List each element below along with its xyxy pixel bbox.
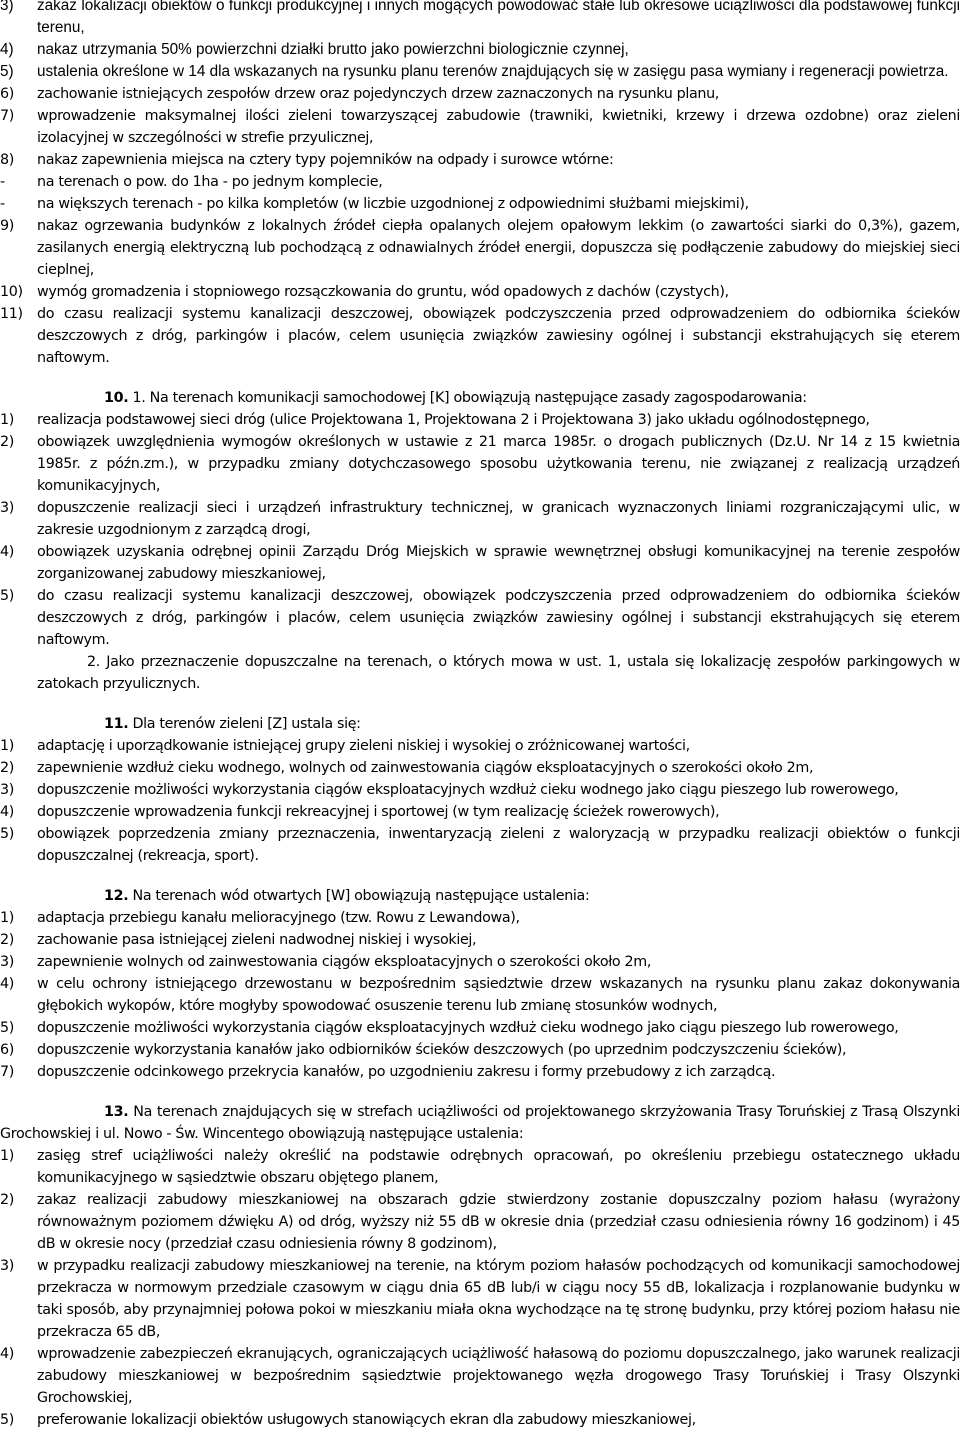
section-number: 13. <box>104 1104 129 1120</box>
item-number: 2) <box>0 1192 14 1208</box>
item-text: adaptacja przebiegu kanału melioracyjnego (tzw. Rowu z Lewandowa), <box>37 910 520 926</box>
item-text: dopuszczenie wprowadzenia funkcji rekreacyjnej i sportowej (w tym realizację ścieżek rowerowych), <box>37 804 720 820</box>
item-number: 4) <box>0 1346 14 1362</box>
item-number: 9) <box>0 218 14 234</box>
list-item <box>0 757 960 779</box>
list-item <box>0 0 960 39</box>
item-text: zachowanie istniejących zespołów drzew oraz pojedynczych drzew zaznaczonych na rysunku planu, <box>37 86 719 102</box>
item-text: do czasu realizacji systemu kanalizacji deszczowej, obowiązek podczyszczenia przed odprowadzeniem do odbiornika ścieków deszczowych z dróg, parkingów i placów, celem usunięcia związków zawiesiny ogólnej i substancji ekstrahujących się eterem naftowym. <box>37 588 960 648</box>
item-text: zapewnienie wolnych od zainwestowania ciągów eksploatacyjnych o szerokości około 2m, <box>37 954 652 970</box>
item-text: na terenach o pow. do 1ha - po jednym komplecie, <box>37 174 383 190</box>
list-item <box>0 193 960 215</box>
list-item <box>0 497 960 541</box>
section-heading-text: Na terenach wód otwartych [W] obowiązują następujące ustalenia: <box>132 888 590 904</box>
item-number: - <box>0 196 5 212</box>
item-text: dopuszczenie odcinkowego przekrycia kanałów, po uzgodnieniu zakresu i formy przebudowy z ich zarządcą. <box>37 1064 776 1080</box>
list-item <box>0 735 960 757</box>
item-number: 5) <box>0 63 14 80</box>
list-item <box>0 1145 960 1189</box>
item-number: - <box>0 174 5 190</box>
list-item <box>0 1039 960 1061</box>
item-number: 5) <box>0 1020 14 1036</box>
item-text: wprowadzenie zabezpieczeń ekranujących, ograniczających uciążliwość hałasową do poziomu dopuszczalnego, jako warunek realizacji zabudowy mieszkaniowej w bezpośrednim sąsiedztwie projektowanego węzła drogowego Trasy Toruńskiej i Trasy Olszynki Grochowskiej, <box>37 1346 960 1406</box>
item-text: obowiązek uzyskania odrębnej opinii Zarządu Dróg Miejskich w sprawie wewnętrznej obsługi komunikacyjnej na terenie zespołów zorganizowanej zabudowy mieszkaniowej, <box>37 544 960 582</box>
list-item <box>0 409 960 431</box>
item-text: nakaz ogrzewania budynków z lokalnych źródeł ciepła opalanych olejem opałowym lekkim (o zawartości siarki do 0,3%), gazem, zasilanych energią elektryczną lub pochodzącą z odnawialnych źródeł energii, dopuszcza się podłączenie zabudowy do miejskiej sieci cieplnej, <box>37 218 960 278</box>
list-item <box>0 149 960 171</box>
section-number: 10. <box>104 390 129 406</box>
section-10 <box>0 387 960 695</box>
item-number: 6) <box>0 1042 14 1058</box>
list-item <box>0 83 960 105</box>
item-text: ustalenia określone w 14 dla wskazanych na rysunku planu terenów znajdujących się w zasięgu pasa wymiany i regeneracji powietrza. <box>37 63 949 80</box>
list-item <box>0 907 960 929</box>
item-number: 4) <box>0 41 14 58</box>
point-2-paragraph: 2. Jako przeznaczenie dopuszczalne na terenach, o których mowa w ust. 1, ustala się lokalizację zespołów parkingowych w zatokach przyulicznych. <box>37 654 960 692</box>
item-number: 10) <box>0 284 23 300</box>
list-item <box>0 431 960 497</box>
item-text: zachowanie pasa istniejącej zieleni nadwodnej niskiej i wysokiej, <box>37 932 477 948</box>
item-number: 5) <box>0 588 14 604</box>
list-item <box>0 585 960 651</box>
item-number: 1) <box>0 1148 14 1164</box>
list-item <box>0 973 960 1017</box>
list-item <box>0 1017 960 1039</box>
section-number: 12. <box>104 888 129 904</box>
item-text: realizacja podstawowej sieci dróg (ulice Projektowana 1, Projektowana 2 i Projektowana 3) jako układu ogólnodostępnego, <box>37 412 870 428</box>
list-item <box>0 303 960 369</box>
item-text: dopuszczenie wykorzystania kanałów jako odbiorników ścieków deszczowych (po uprzednim podczyszczeniu ścieków), <box>37 1042 847 1058</box>
list-item <box>0 61 960 83</box>
section-13 <box>0 1101 960 1431</box>
item-number: 7) <box>0 108 14 124</box>
item-number: 6) <box>0 86 14 102</box>
item-text: zasięg stref uciążliwości należy określić na podstawie odrębnych opracowań, po określeniu przebiegu ostatecznego układu komunikacyjnego w sąsiedztwie obszaru objętego planem, <box>37 1148 960 1186</box>
item-number: 2) <box>0 434 14 450</box>
list-item <box>0 1255 960 1343</box>
item-number: 4) <box>0 804 14 820</box>
list-item <box>0 281 960 303</box>
section-number: 11. <box>104 716 129 732</box>
item-text: dopuszczenie realizacji sieci i urządzeń infrastruktury technicznej, w granicach wyznaczonych liniami rozgraniczającymi ulic, w zakresie uzgodnionym z zarządcą drogi, <box>37 500 960 538</box>
item-text: zakaz realizacji zabudowy mieszkaniowej na obszarach gdzie stwierdzony zostanie dopuszczalny poziom hałasu (wyrażony równoważnym poziomem dźwięku A) od dróg, wyższy niż 55 dB w okresie dnia (przedział czasu odniesienia równy 16 godzinom) i 45 dB w okresie nocy (przedział czasu odniesienia równy 8 godzinom), <box>37 1192 960 1252</box>
list-item <box>0 929 960 951</box>
list-item <box>0 105 960 149</box>
list-item <box>0 801 960 823</box>
item-number: 3) <box>0 1258 14 1274</box>
list-item <box>0 823 960 867</box>
item-number: 4) <box>0 976 14 992</box>
item-number: 3) <box>0 954 14 970</box>
item-number: 2) <box>0 760 14 776</box>
item-number: 1) <box>0 738 14 754</box>
list-item <box>0 541 960 585</box>
item-number: 1) <box>0 910 14 926</box>
item-text: dopuszczenie możliwości wykorzystania ciągów eksploatacyjnych wzdłuż cieku wodnego jako ciągu pieszego lub rowerowego, <box>37 782 899 798</box>
item-text: preferowanie lokalizacji obiektów usługowych stanowiących ekran dla zabudowy mieszkaniowej, <box>37 1412 696 1428</box>
section-heading <box>0 713 960 735</box>
item-text: wprowadzenie maksymalnej ilości zieleni towarzyszącej zabudowie (trawniki, kwietniki, krzewy i drzewa ozdobne) oraz zieleni izolacyjnej w szczególności w strefie przyulicznej, <box>37 108 960 146</box>
list-section-a <box>0 0 960 83</box>
item-text: w przypadku realizacji zabudowy mieszkaniowej na terenie, na którym poziom hałasów pochodzących od komunikacji samochodowej przekracza w normowym przedziale czasowym w ciągu dnia 65 dB lub/i w ciągu nocy 55 dB, lokalizacja i rozplanowanie budynku w taki sposób, aby przynajmniej połowa pokoi w mieszkaniu miała okna wychodzące na tę stronę budynku, przy której poziom hałasu nie przekracza 65 dB, <box>37 1258 960 1340</box>
item-number: 7) <box>0 1064 14 1080</box>
list-item <box>0 951 960 973</box>
item-number: 11) <box>0 306 23 322</box>
list-item <box>0 779 960 801</box>
subsection-number: 1. <box>132 390 146 406</box>
section-heading <box>0 885 960 907</box>
item-number: 1) <box>0 412 14 428</box>
item-number: 5) <box>0 1412 14 1428</box>
item-number: 8) <box>0 152 14 168</box>
item-text: zakaz lokalizacji obiektów o funkcji produkcyjnej i innych mogących powodować stałe lub okresowe uciążliwości dla podstawowej funkcji terenu, <box>37 0 960 36</box>
item-text: do czasu realizacji systemu kanalizacji deszczowej, obowiązek podczyszczenia przed odprowadzeniem do odbiornika ścieków deszczowych z dróg, parkingów i placów, celem usunięcia związków zawiesiny ogólnej i substancji ekstrahujących się eterem naftowym. <box>37 306 960 366</box>
item-number: 5) <box>0 826 14 842</box>
item-text: adaptację i uporządkowanie istniejącej grupy zieleni niskiej i wysokiej o zróżnicowanej wartości, <box>37 738 690 754</box>
item-text: nakaz zapewnienia miejsca na cztery typy pojemników na odpady i surowce wtórne: <box>37 152 614 168</box>
list-item <box>0 215 960 281</box>
item-text: na większych terenach - po kilka kompletów (w liczbie uzgodnionej z odpowiednimi służbami miejskimi), <box>37 196 749 212</box>
item-text: zapewnienie wzdłuż cieku wodnego, wolnych od zainwestowania ciągów eksploatacyjnych o szerokości około 2m, <box>37 760 814 776</box>
item-number: 4) <box>0 544 14 560</box>
item-number: 3) <box>0 782 14 798</box>
section-heading <box>0 1101 960 1145</box>
item-number: 3) <box>0 500 14 516</box>
item-text: dopuszczenie możliwości wykorzystania ciągów eksploatacyjnych wzdłuż cieku wodnego jako ciągu pieszego lub rowerowego, <box>37 1020 899 1036</box>
item-text: obowiązek poprzedzenia zmiany przeznaczenia, inwentaryzacją zieleni z waloryzacją w przypadku realizacji obiektów o funkcji dopuszczalnej (rekreacja, sport). <box>37 826 960 864</box>
list-item <box>0 1343 960 1409</box>
list-section-a2 <box>0 83 960 369</box>
list-item <box>0 1189 960 1255</box>
item-text: obowiązek uwzględnienia wymogów określonych w ustawie z 21 marca 1985r. o drogach publicznych (Dz.U. Nr 14 z 15 kwietnia 1985r. z późn.zm.), w przypadku zmiany dotychczasowego sposobu użytkowania terenu, nie związanej z realizacją urządzeń komunikacyjnych, <box>37 434 960 494</box>
item-text: nakaz utrzymania 50% powierzchni działki brutto jako powierzchni biologicznie czynnej, <box>37 41 629 58</box>
section-heading-text: Dla terenów zieleni [Z] ustala się: <box>132 716 361 732</box>
section-11 <box>0 713 960 867</box>
item-number: 2) <box>0 932 14 948</box>
item-text: w celu ochrony istniejącego drzewostanu w bezpośrednim sąsiedztwie drzew wskazanych na rysunku planu zakaz dokonywania głębokich wykopów, które mogłyby spowodować osuszenie terenu lub zmianę stosunków wodnych, <box>37 976 960 1014</box>
section-heading <box>0 387 960 409</box>
section-heading-text: Na terenach znajdujących się w strefach uciążliwości od projektowanego skrzyżowania Trasy Toruńskiej z Trasą Olszynki Grochowskiej i ul. Nowo - Św. Wincentego obowiązują następujące ustalenia: <box>0 1104 960 1142</box>
list-item <box>0 171 960 193</box>
list-item <box>0 39 960 61</box>
section-12 <box>0 885 960 1083</box>
item-number: 3) <box>0 0 14 14</box>
list-item <box>0 1409 960 1431</box>
list-item <box>0 1061 960 1083</box>
item-text: wymóg gromadzenia i stopniowego rozsączkowania do gruntu, wód opadowych z dachów (czystych), <box>37 284 729 300</box>
section-heading-text: Na terenach komunikacji samochodowej [K] obowiązują następujące zasady zagospodarowania: <box>149 390 807 406</box>
